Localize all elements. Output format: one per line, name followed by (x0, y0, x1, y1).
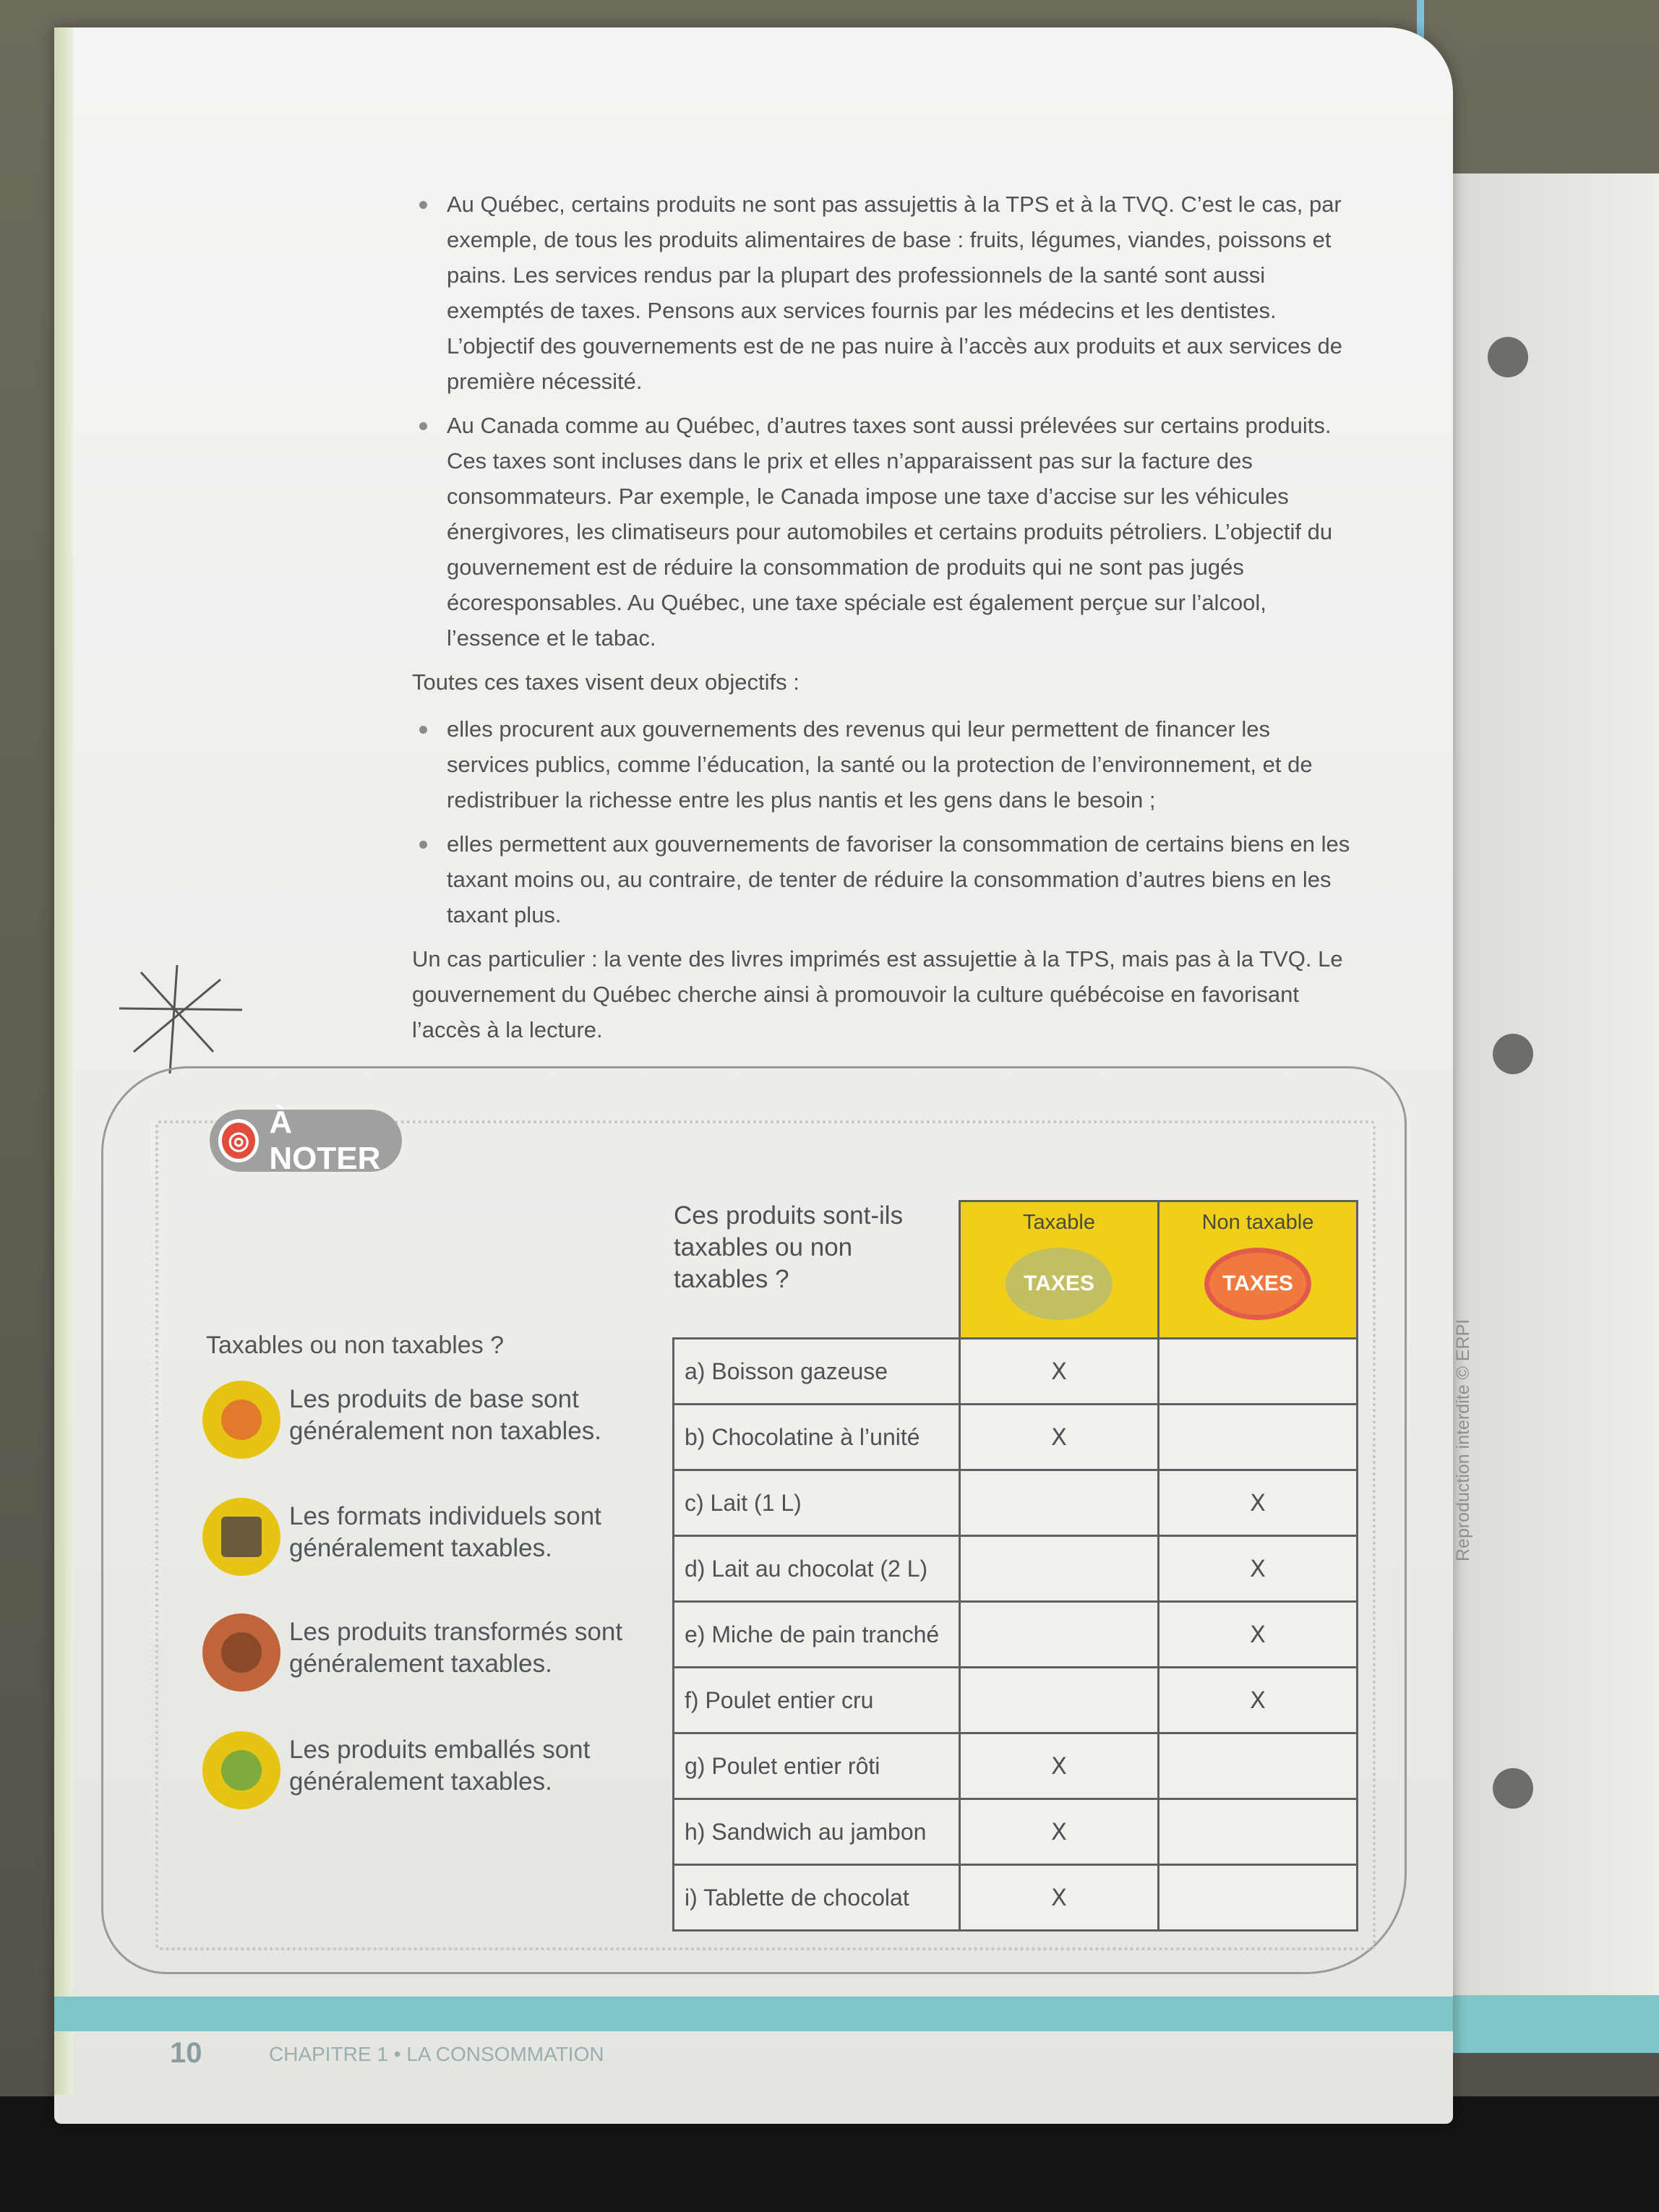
tip-text: Les produits transformés sont généralement taxables. (289, 1618, 623, 1678)
tip-item (202, 1381, 651, 1467)
box-icon (202, 1498, 280, 1576)
taxable-mark: X (960, 1799, 1159, 1865)
asterisk-doodle (112, 965, 257, 1081)
taxable-mark: X (960, 1405, 1159, 1470)
no-taxes-coin-icon (1204, 1248, 1311, 1320)
table-row (674, 1865, 1358, 1931)
non-taxable-mark: X (1159, 1668, 1358, 1733)
tips-title: Taxables ou non taxables ? (206, 1332, 505, 1359)
objectives-intro: Toutes ces taxes visent deux objectifs : (412, 669, 800, 695)
item-label: d) Lait au chocolat (2 L) (674, 1536, 960, 1602)
table-question: Ces produits sont-ils taxables ou non taxables ? (674, 1201, 904, 1293)
taxable-mark: X (960, 1865, 1159, 1931)
punch-hole (1493, 1768, 1533, 1809)
taxable-mark: X (960, 1733, 1159, 1799)
bullet-item: elles permettent aux gouvernements de favoriser la consommation de certains biens en les taxant moins ou, au contraire, de tenter de réduire la consommation d’autres biens en les taxant plus. (412, 826, 1352, 933)
item-label: e) Miche de pain tranché (674, 1602, 960, 1668)
punch-hole (1493, 1034, 1533, 1074)
footer-band (54, 1997, 1453, 2031)
table-row (674, 1470, 1358, 1536)
table-row (674, 1536, 1358, 1602)
table-row (674, 1339, 1358, 1405)
item-label: g) Poulet entier rôti (674, 1733, 960, 1799)
column-taxable-label: Taxable (1023, 1211, 1095, 1234)
taxable-mark (960, 1470, 1159, 1536)
non-taxable-mark (1159, 1405, 1358, 1470)
tip-item (202, 1613, 651, 1700)
page-number: 10 (170, 2037, 202, 2069)
noter-badge-label: À NOTER (269, 1105, 381, 1176)
non-taxable-mark (1159, 1865, 1358, 1931)
non-taxable-mark: X (1159, 1536, 1358, 1602)
item-label: f) Poulet entier cru (674, 1668, 960, 1733)
table-row (674, 1602, 1358, 1668)
adjacent-page-band (1439, 1995, 1659, 2053)
taxable-mark (960, 1602, 1159, 1668)
tip-text: Les formats individuels sont généralement taxables. (289, 1502, 601, 1562)
tip-text: Les produits de base sont généralement non taxables. (289, 1385, 601, 1445)
body-text-top (412, 187, 1352, 1059)
item-label: a) Boisson gazeuse (674, 1339, 960, 1405)
bullet-item: Au Québec, certains produits ne sont pas assujettis à la TPS et à la TVQ. C’est le cas, par exemple, de tous les produits alimentaires de base : fruits, légumes, viandes, poissons et pains. Les services rendus par la plupart des professionnels de la santé sont aussi exemptés de taxes. Pensons aux services fournis par les médecins et les dentistes. L’objectif des gouvernements est de ne pas nuire à l’accès aux produits et aux services de première nécessité. (412, 187, 1352, 399)
non-taxable-mark (1159, 1339, 1358, 1405)
noter-badge (210, 1105, 402, 1176)
item-label: i) Tablette de chocolat (674, 1865, 960, 1931)
table-row (674, 1405, 1358, 1470)
bullet-item: elles procurent aux gouvernements des revenus qui leur permettent de financer les services publics, comme l’éducation, la santé ou la protection de l’environnement, et de redistribuer la richesse entre les plus nantis et les gens dans le besoin ; (412, 711, 1352, 818)
item-label: b) Chocolatine à l’unité (674, 1405, 960, 1470)
punch-hole (1488, 337, 1528, 377)
non-taxable-mark: X (1159, 1602, 1358, 1668)
tip-item (202, 1731, 651, 1818)
taxable-table (672, 1200, 1358, 1932)
non-taxable-mark (1159, 1799, 1358, 1865)
page-edge (54, 27, 73, 2095)
tip-text: Les produits emballés sont généralement taxables. (289, 1736, 591, 1796)
item-label: h) Sandwich au jambon (674, 1799, 960, 1865)
target-icon: ◎ (218, 1119, 259, 1162)
taxable-mark (960, 1668, 1159, 1733)
orange-fruit-icon (202, 1381, 280, 1459)
table-row (674, 1799, 1358, 1865)
tip-item (202, 1498, 651, 1585)
bullet-list-objectives (412, 711, 1352, 933)
non-taxable-mark: X (1159, 1470, 1358, 1536)
roast-chicken-icon (202, 1613, 280, 1692)
table-row (674, 1733, 1358, 1799)
taxable-mark: X (960, 1339, 1159, 1405)
taxable-mark (960, 1536, 1159, 1602)
table-corner (674, 1201, 960, 1339)
package-icon (202, 1731, 280, 1809)
column-taxable (960, 1201, 1159, 1339)
column-non-taxable (1159, 1201, 1358, 1339)
table-row (674, 1668, 1358, 1733)
special-case-paragraph: Un cas particulier : la vente des livres imprimés est assujettie à la TPS, mais pas à la TVQ. Le gouvernement du Québec cherche ainsi à promouvoir la culture québécoise en favorisant l’accès à la lecture. (412, 946, 1343, 1042)
bullet-list-top (412, 187, 1352, 656)
column-non-taxable-label: Non taxable (1201, 1211, 1314, 1234)
copyright-notice: Reproduction interdite © ERPI (1453, 1319, 1473, 1561)
taxes-coin-icon (1006, 1248, 1113, 1320)
adjacent-page (1439, 173, 1659, 2053)
bullet-item: Au Canada comme au Québec, d’autres taxes sont aussi prélevées sur certains produits. Ces taxes sont incluses dans le prix et elles n’apparaissent pas sur la facture des consommateurs. Par exemple, le Canada impose une taxe d’accise sur les véhicules énergivores, les climatiseurs pour automobiles et certains produits pétroliers. L’objectif du gouvernement est de réduire la consommation de produits qui ne sont pas jugés écoresponsables. Au Québec, une taxe spéciale est également perçue sur l’alcool, l’essence et le tabac. (412, 408, 1352, 656)
taxes-coin-label: TAXES (1024, 1272, 1094, 1295)
chapter-title: CHAPITRE 1 • LA CONSOMMATION (269, 2043, 604, 2065)
taxes-coin-label: TAXES (1222, 1272, 1293, 1295)
non-taxable-mark (1159, 1733, 1358, 1799)
item-label: c) Lait (1 L) (674, 1470, 960, 1536)
